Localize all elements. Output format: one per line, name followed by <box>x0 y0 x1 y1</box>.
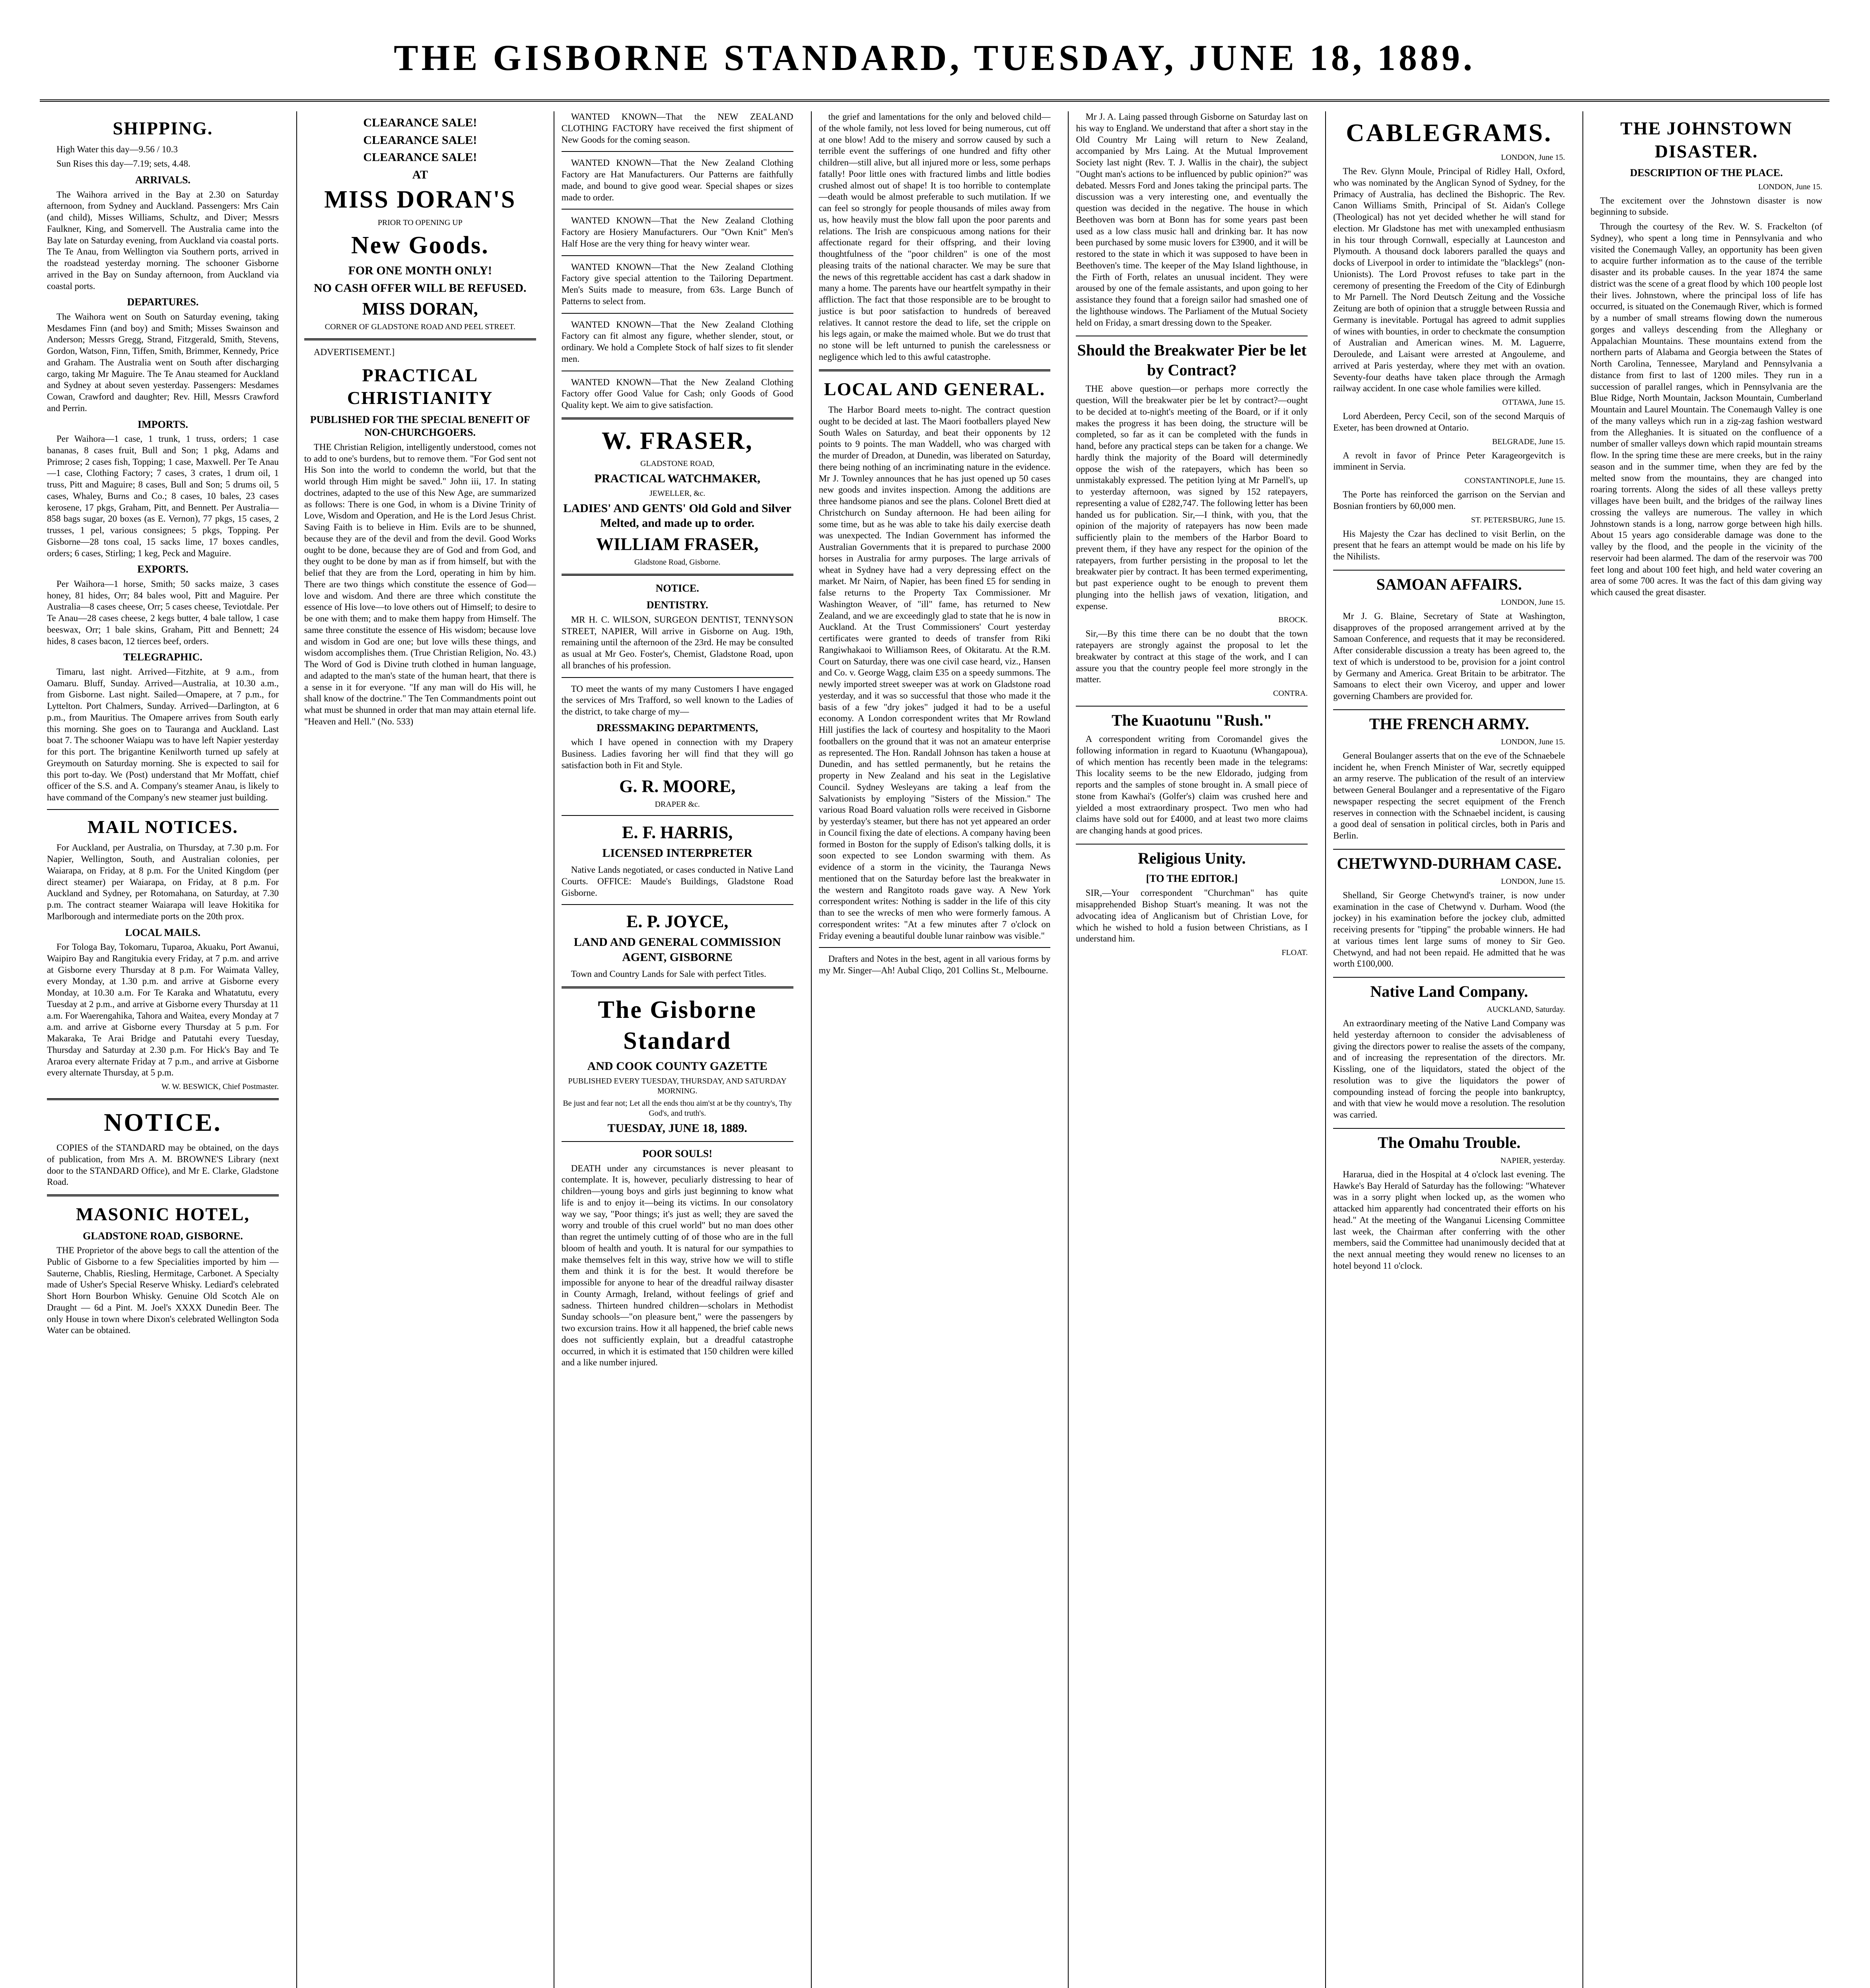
doran-address: CORNER OF GLADSTONE ROAD AND PEEL STREET. <box>325 322 515 331</box>
dateline: LONDON, June 15. <box>1758 182 1823 191</box>
omahu-heading: The Omahu Trouble. <box>1333 1128 1565 1153</box>
wanted-known-5: WANTED KNOWN—That the New Zealand Clothing Factory can fit almost any figure, whether slender, stout, or ordinary. We hold a Complete Stock of half sizes to fit slender men. <box>561 319 793 364</box>
cable-text: The Porte has reinforced the garrison on the Servian and Bosnian frontiers by 60,000 men. <box>1333 489 1565 511</box>
dateline: CONSTANTINOPLE, June 15. <box>1464 476 1565 485</box>
moore-name: G. R. MOORE, <box>619 776 736 796</box>
telegraphic-heading: TELEGRAPHIC. <box>123 651 202 663</box>
french-army-heading: THE FRENCH ARMY. <box>1333 709 1565 734</box>
moore-trade: DRAPER &c. <box>655 800 700 809</box>
johnstown-text: Through the courtesy of the Rev. W. S. Frackelton (of Sydney), who spent a long time in Pennsylvania and who visited the Conemaugh Valley, an opportunity has been given to acquire further information as to the cause of the terrible disaster and its probable causes. In the year 1874 the same district was the scene of a great flood by which 100 people lost their lives. Johnstown, where the principal loss of life has occurred, is situated on the Conemaugh River, which is formed by a number of small streams flowing down the numerous gorges and valleys descending from the Alleghany or Appalachian Mountains. These mountains extend from the northern parts of Alabama and Georgia between the States of North Carolina, Tennessee, Maryland and Pennsylvania a distance from first to last of 1200 miles. They run in a succession of parallel ranges, which in Pennsylvania are the Blue Ridge, North Mountain, Jackson Mountain, Cumberland Mountain and Laurel Mountain. The Conemaugh Valley is one of the many valleys which run in a zig-zag fashion westward from the Alleghanies. It is situated on the confluence of a number of smaller valleys down which rapid mountain streams flow. In the spring time these are mere creeks, but in the rainy season and in the summer time, when they are fed by the melted snow from the mountains, they are changed into roaring torrents. Along the sides of all these valleys pretty villages have been built, and the bridges of the railway lines crossing the valleys are numerous. The valley in which Johnstown stands is a long, narrow gorge between high hills. About 15 years ago considerable damage was done to the valley by the flood, and the people in the vicinity of the reservoir had been alarmed. The dam of the reservoir was 700 feet long and about 100 feet high, and held water covering an area of some 700 acres. It was the fact of this dam giving way which caused the great disaster. <box>1590 221 1823 597</box>
column-6 <box>1325 111 1572 1988</box>
fraser-address-2: Gladstone Road, Gisborne. <box>634 557 721 567</box>
doran-name-2: MISS DORAN, <box>362 299 478 318</box>
divider <box>562 209 793 210</box>
moore-intro: TO meet the wants of my many Customers I have engaged the services of Mrs Trafford, so well known to the Ladies of the district, to take charge of my— <box>561 683 793 716</box>
poor-souls-text: DEATH under any circumstances is never pleasant to contemplate. It is, however, peculiarly distressing to hear of children—young boys and girls just beginning to know what life is and to enjoy it—being its victims. In our consolatory way we say, "Poor things; it's just as well; they are saved the worry and trouble of this cruel world" but no man does other than regret the untimely cutting of of those who are in the full bloom of health and youth. It is natural for our sympathies to make themselves felt in this way, strive how we will to stifle them and think it is for the best. It would therefore be impossible for anyone to hear of the dreadful railway disaster in County Armagh, Ireland, without feelings of grief and sadness. Thirteen hundred children—scholars in Methodist Sunday schools—"on pleasure bent," were the passengers by two excursion trains. How it all happened, the brief cable news does not sufficiently explain, but a dreadful catastrophe occurred, in which it is estimated that 150 children were killed and a like number injured. <box>561 1163 793 1368</box>
religious-sub: [TO THE EDITOR.] <box>1146 872 1238 884</box>
wanted-known-4: WANTED KNOWN—That the New Zealand Clothing Factory give special attention to the Tailoring Department. Men's Suits made to measure, from 63s. Large Bunch of Patterns to select from. <box>561 262 793 306</box>
harris-heading: LICENSED INTERPRETER <box>602 846 752 860</box>
fraser-watches: LADIES' AND GENTS' Old Gold and Silver Melted, and made up to order. <box>563 501 791 530</box>
harris-text: Native Lands negotiated, or cases conducted in Native Land Courts. OFFICE: Maude's Buildings, Gladstone Road Gisborne. <box>561 865 793 898</box>
kuaotunu-text: A correspondent writing from Coromandel gives the following information in regard to Kuaotunu (Whangapoua), of which mention has recently been made in the telegrams: This locality seems to be the new Eldorado, judging from reports and the samples of stone brought in. A small piece of stone from Kawhai's (Golfer's) claim was crushed here and yielded a most extraordinary prospect. Two men who had claims have sold out for £4000, and at least two more claims are changing hands at good prices. <box>1076 734 1308 835</box>
divider <box>562 986 793 988</box>
fraser-address: GLADSTONE ROAD, <box>640 459 715 468</box>
dateline: OTTAWA, June 15. <box>1502 398 1565 407</box>
divider <box>47 809 279 810</box>
joyce-advert <box>562 911 793 965</box>
cable-text: Lord Aberdeen, Percy Cecil, son of the second Marquis of Exeter, has been drowned at Ontario. <box>1333 411 1565 433</box>
local-mails-heading: LOCAL MAILS. <box>125 926 201 938</box>
exports-text: Per Waihora—1 horse, Smith; 50 sacks maize, 3 cases honey, 81 hides, Orr; 84 bales wool, Pitt and Maguire. Per Australia—8 cases cheese, Orr; 5 cases cheese, Teviotdale. Per Te Anau—28 cases cheese, 2 kegs butter, 4 bale tallow, 1 case beeswax, Orr; 1 bale skins, Graham, Pitt and Bennett; 24 hides, 8 cases bacon, 12 tierces beef, orders. <box>47 579 279 646</box>
column-1 <box>40 111 286 1988</box>
masonic-heading: MASONIC HOTEL, <box>76 1204 250 1224</box>
fraser-trade-2: JEWELLER, &c. <box>649 489 706 498</box>
divider <box>562 151 793 152</box>
religious-heading: Religious Unity. <box>1076 844 1308 868</box>
dateline: LONDON, June 15. <box>1501 877 1565 886</box>
column-7 <box>1582 111 1829 1988</box>
divider <box>562 677 793 678</box>
masonic-subheading: GLADSTONE ROAD, GISBORNE. <box>83 1230 243 1242</box>
divider <box>562 1141 793 1142</box>
fraser-heading: W. FRASER, <box>601 427 753 454</box>
johnstown-sub: DESCRIPTION OF THE PLACE. <box>1630 167 1783 179</box>
moore-advert <box>562 775 793 810</box>
dateline: ST. PETERSBURG, June 15. <box>1471 515 1565 524</box>
notice-text: COPIES of the STANDARD may be obtained, on the days of publication, from Mrs A. M. BROWNE'S Library (next door to the STANDARD Office), and Mr E. Clarke, Gladstone Road. <box>47 1143 279 1187</box>
joyce-text: Town and Country Lands for Sale with perfect Titles. <box>571 969 766 979</box>
dentistry-heading: DENTISTRY. <box>646 599 708 611</box>
postmaster: W. W. BESWICK, Chief Postmaster. <box>161 1082 279 1091</box>
clearance-sale-2: CLEARANCE SALE! <box>363 133 477 147</box>
breakwater-heading: Should the Breakwater Pier be let by Contract? <box>1076 336 1308 380</box>
clearance-sale-1: CLEARANCE SALE! <box>363 116 477 129</box>
mail-text: For Auckland, per Australia, on Thursday, at 7.30 p.m. For Napier, Wellington, South, and Australian colonies, per Waiarapa, on Friday, at 8 p.m. For the United Kingdom (per direct steamer) per Waiarapa, on Friday, at 8 p.m. For Auckland and Sydney, per Rotomahana, on Saturday, at 7.30 p.m. The contract steamer Waiarapa will leave Hokitika for Marlborough and intermediate ports on the 20th prox. <box>47 843 279 921</box>
dentist-text: MR H. C. WILSON, SURGEON DENTIST, TENNYSON STREET, NAPIER, Will arrive in Gisborne on Aug. 19th, remaining until the afternoon of the 23rd. He may be consulted as usual at Mr Geo. Foster's, Chemist, Gladstone Road, upon all branches of his profession. <box>561 614 793 670</box>
high-water: High Water this day—9.56 / 10.3 <box>56 144 178 154</box>
departures-heading: DEPARTURES. <box>127 296 199 308</box>
divider <box>562 313 793 314</box>
at-label: AT <box>412 168 428 181</box>
dateline: AUCKLAND, Saturday. <box>1487 1005 1565 1014</box>
practical-christianity-heading: PRACTICAL CHRISTIANITY <box>347 365 493 408</box>
fraser-advert <box>562 426 793 567</box>
divider <box>47 1194 279 1196</box>
dressmaking-heading: DRESSMAKING DEPARTMENTS, <box>597 722 758 734</box>
masthead <box>40 16 1829 102</box>
masonic-text: THE Proprietor of the above begs to call the attention of the Public of Gisborne to a few Specialities imported by him — Sauterne, Chablis, Riesling, Hermitage, Carbonet. A Specialty made of Usher's Special Reserve Whisky. Lediard's celebrated Short Horn Bourbon Whisky. Genuine Old Scotch Ale on Draught — 6d a Pint. M. Joel's XXXX Dunedin Beer. The only House in town where Dixon's celebrated Wellington Soda Water can be obtained. <box>47 1245 279 1336</box>
wanted-known-2: WANTED KNOWN—That the New Zealand Clothing Factory are Hat Manufacturers. Our Patterns are faithfully made, and bound to give good wear. Special shapes or sizes made to order. <box>561 158 793 202</box>
practical-christianity-text: THE Christian Religion, intelligently understood, comes not to add to one's burdens, but to remove them. "For God sent not His Son into the world to condemn the world, but that the world through Him might be saved." John iii, 17. In stating doctrines, adapted to the use of this New Age, are summarized as follows: There is one God, in whom is a Divine Trinity of Love, Wisdom and Operation, and He is the Lord Jesus Christ. Saving Faith is to believe in Him. Evils are to be shunned, because they are of the devil and from the devil. Good Works ought to be done, because they are of God and from God, and they ought to be done by man as if from himself, but with the belief that they are from the Lord, operating in him by him. There are two things which constitute the essence of God—love and wisdom. And there are three which constitute the essence of His love—to love others out of Himself; to desire to be one with them; and to make them happy from Himself. The same three constitute the essence of His wisdom; because love and wisdom in God are one; but love wills these things, and wisdom accomplishes them. (True Christian Religion, No. 43.) The Word of God is Divine truth clothed in human language, and adapted to the man's state of the human heart, that there is a sense in it for everyone. "If any man will do His will, he shall know of the doctrine." The Ten Commandments point out what must be shunned in order that man may attain eternal life. "Heaven and Hell." (No. 533) <box>304 442 536 726</box>
breakwater-letter-2: Sir,—By this time there can be no doubt that the town ratepayers are strongly against the proposal to let the breakwater by contract at this stage of the work, and I can assure you that the country people feel more strongly in the matter. <box>1076 629 1308 685</box>
divider <box>562 255 793 256</box>
paper-subtitle: AND COOK COUNTY GAZETTE <box>587 1060 768 1073</box>
imports-heading: IMPORTS. <box>137 418 188 430</box>
paper-motto: Be just and fear not; Let all the ends thou aim'st at be thy country's, Thy God's, and truth's. <box>563 1099 792 1118</box>
one-month: FOR ONE MONTH ONLY! <box>348 264 492 277</box>
paper-nameplate <box>562 995 793 1136</box>
local-general-text: The Harbor Board meets to-night. The contract question ought to be decided at last. The Maori footballers played New South Wales on Saturday, and beat their opponents by 12 points to 9 points. The man Waddell, who was charged with the murder of Dreadon, at Dunedin, was liberated on Saturday, there being nothing of an incriminating nature in the evidence. Mr J. Townley announces that he has just opened up 50 cases new goods and invites inspection. Among the additions are three handsome pianos and see the plans. Colonel Brett died at Christchurch on Sunday afternoon. He had been ailing for some time, but as he was able to take his daily exercise death was unexpected. The Indian Government has informed the Australian Governments that it is prepared to purchase 2000 horses in Australia for army purposes. The large arrivals of wheat in Sydney have had a very depressing effect on the market. Mr Nairn, of Napier, has been fined £5 for sending in false returns to the Property Tax Commissioner. Mr Washington Weaver, of "ill" fame, has returned to New Zealand, and we are exceedingly glad to state that he is now in Auckland. At the Trust Commissioners' Court yesterday certificates were granted to deeds of transfer from Riki Rangiwhakaoi to Williamson Rees, of Okitaratu. At the R.M. Court on Saturday, there was one civil case heard, viz., Hansen and Co. v. George Wagg, claim £35 on a speedy summons. The newly imported street sweeper was at work on Gladstone road yesterday, and it was so successful that those who made it the basis of a few "dry jokes" judged it had to be a useful economy. A London correspondent writes that Mr Rowland Hill justifies the lack of courtesy and hospitality to the Maori footballers on the ground that it was not an amateur enterprise as represented. The Hon. Randall Johnson has taken a house at Dunedin, and has settled permanently, but he retains the property in New Zealand and his seat in the Legislative Council. Sydney Wesleyans are taking a leaf from the Salvationists by employing "Sisters of the Mission." The various Road Board valuation rolls were received in Gisborne by yesterday's steamer, but there has not yet appeared an order in Council fixing the date of elections. A company having been formed in Boston for the supply of Edison's talking dolls, it is soon expected to see London swarming with them. As evidence of a storm in the vicinity, the Tauranga News mentioned that on the Saturday before last the breakwater in the western and Rangitoto roads gave way. A New York correspondent writes: Nothing is sadder in the life of this city than to see the wrecks of men who were formerly famous. A correspondent writes: "At a few minutes after 7 o'clock on Friday evening a beautiful double lunar rainbow was visible." <box>818 405 1051 941</box>
breakwater-text: THE above question—or perhaps more correctly the question, Will the breakwater pier be let by contract?—ought to be decided at to-night's meeting of the Board, or if it only makes the progress it has been doing, the structure will be completed, so far as it can be completed with the funds in hand, before any practical steps can be taken for a change. We hardly think the majority of the Board will determinedly oppose the wish of the ratepayers, which has been so unmistakably expressed. The petition lying at Mr Parnell's, up to yesterday afternoon, was signed by 152 ratepayers, representing a value of £282,747. The following letter has been handed us for publication. Sir,—I think, with you, that the opinion of the majority of ratepayers has now been made sufficiently plain to the members of the Harbor Board to prevent them, if they have any respect for the opinion of the ratepayers, from further persisting in the proposal to let the breakwater pier by contract. It has been termed experimenting, but past experience ought to be enough to prevent them plunging into the hellish jaws of vexation, litigation, and expense. <box>1076 384 1308 611</box>
exports-heading: EXPORTS. <box>137 563 189 575</box>
notice-heading: NOTICE. <box>104 1108 222 1136</box>
column-2 <box>296 111 543 1988</box>
wanted-known-1: WANTED KNOWN—That the NEW ZEALAND CLOTHING FACTORY have received the first shipment of New Goods for the coming season. <box>561 112 793 145</box>
omahu-text: Hararua, died in the Hospital at 4 o'clock last evening. The Hawke's Bay Herald of Saturday has the following: "Whatever was in a sorry plight when locked up, as the women who attacked him apparently had concentrated their efforts on his head." At the meeting of the Wanganui Licensing Committee last week, the Chairman after conferring with the other members, said the Committee had unanimously decided that at the next annual meeting they would renew no licenses to an hotel beyond 11 o'clock. <box>1333 1169 1565 1271</box>
religious-text: SIR,—Your correspondent "Churchman" has quite misapprehended Bishop Stuart's meaning. It was not the advocating idea of Anglicanism but of Christian Love, for which he wished to hold a fusion between Christians, as I understand him. <box>1076 888 1308 944</box>
doran-name: MISS DORAN'S <box>324 186 516 213</box>
samoan-text: Mr J. G. Blaine, Secretary of State at Washington, disapproves of the proposed arrangement arrived at by the Samoan Conference, and requests that it may be reconsidered. After considerable discussion a treaty has been agreed to, the text of which is understood to be, provision for a joint control by Germany and America. Great Britain to be arbitrator. The Samoans to elect their own Viceroy, and upper and lower governing Chambers are provided for. <box>1333 611 1565 701</box>
mail-heading: MAIL NOTICES. <box>87 816 238 837</box>
divider <box>562 815 793 816</box>
column-4 <box>811 111 1058 1988</box>
joyce-name: E. P. JOYCE, <box>626 912 729 932</box>
telegraphic-text: Timaru, last night. Arrived—Fitzhite, at 9 a.m., from Oamaru. Bluff, Sunday. Arrived—Australia, at 10.30 a.m., from Gisborne. Last night. Sailed—Omapere, at 7 p.m., for Lyttelton. Port Chalmers, Sunday. Arrived—Darlington, at 6 p.m., from Mauritius. The Omapere arrives from South early this morning. She goes on to Tauranga and Auckland. Last boat 7. The schooner Waiapu was to have left Napier yesterday for this port. The brigantine Kenilworth turned up safely at Greymouth on Saturday morning. She is expected to sail for this port to-day. We (Post) understand that Mr Moffatt, chief officer of the S.S. and A. Company's steamer Anau, is likely to have command of the Company's new steamer just building. <box>47 666 279 802</box>
no-cash: NO CASH OFFER WILL BE REFUSED. <box>314 281 527 295</box>
cable-text: The Rev. Glynn Moule, Principal of Ridley Hall, Oxford, who was nominated by the Anglican Synod of Sydney, for the Primacy of Australia, has declined the Bishopric. The Rev. Canon Williams Smith, Principal of St. Aidan's College (Theological) has not yet decided whether he will stand for election. Mr Gladstone has met with unexampled enthusiasm in his tour through Cornwall, especially at Launceston and Plymouth. A thousand dock laborers paralled the quays and docks of Liverpool in order to intimidate the "blacklegs" (non-Unionists). The Lord Provost refuses to take part in the ceremony of presenting the Freedom of the City of Edinburgh to Mr Parnell. The Nord Deutsch Zeitung and the Vossiche Zeitung are both of opinion that a struggle between Russia and Germany is inevitable. Portugal has agreed to admit supplies of wines with bounties, in order to checkmate the consumption of Australian and American wines. M. M. Laguerre, Deroulede, and Laisant were arrested at Angouleme, and arrived at Paris yesterday, where they met with an ovation. Seventy-four deaths have taken place through the Armagh railway accident. In one case whole families were killed. <box>1333 166 1565 394</box>
cablegrams-heading: CABLEGRAMS. <box>1346 118 1553 147</box>
johnstown-heading: THE JOHNSTOWN DISASTER. <box>1620 118 1793 161</box>
french-army-text: General Boulanger asserts that on the eve of the Schnaebele incident he, when French Minister of War, secretly equipped an army reserve. The publication of the result of an interview between General Boulanger and a representative of the Figaro newspaper respecting the secret equipment of the French reserves in connection with the Schnaebel incident, is causing a good deal of sensation in political circles, both in Paris and Berlin. <box>1333 750 1565 841</box>
moore-text: which I have opened in connection with my Drapery Business. Ladies favoring her will find that they will go satisfaction both in Fit and Style. <box>561 737 793 770</box>
local-mails-text: For Tologa Bay, Tokomaru, Tuparoa, Akuaku, Port Awanui, Waipiro Bay and Rangitukia every Friday, at 7 p.m. and arrive at Gisborne every Thursday at 8 p.m. For Waimata Valley, every Monday, at 1.30 p.m. and arrive at Gisborne every Monday, at 10.30 a.m. For Te Karaka and Whatatutu, every Tuesday at 2 p.m., and arrive at Gisborne every Thursday at 11 a.m. For Waerengahika, Tahora and Waitea, every Monday at 7 a.m. and arrive at Gisborne every Thursday at 5 p.m. For Makaraka, Te Arai Bridge and Patutahi every Tuesday, Thursday and Saturday at 2.30 p.m. For Hick's Bay and Te Araroa every alternate Friday at 7 p.m., and arrive at Gisborne every alternate Thursday, at 5 p.m. <box>47 942 279 1078</box>
advertisement-label: ADVERTISEMENT.] <box>313 347 395 357</box>
paper-title: The Gisborne Standard <box>598 996 757 1054</box>
divider <box>562 904 793 905</box>
dateline: NAPIER, yesterday. <box>1500 1156 1565 1165</box>
breakwater-signed-2: CONTRA. <box>1273 689 1308 698</box>
divider <box>819 947 1051 948</box>
poor-souls-heading: POOR SOULS! <box>642 1148 712 1159</box>
dateline: LONDON, June 15. <box>1501 737 1565 746</box>
chetwynd-text: Shelland, Sir George Chetwynd's trainer, is now under examination in the case of Chetwynd v. Durham. Wood (the jockey) in his examination before the jockey club, admitted receiving presents for "tipping" the probable winners. He had at various times lent large sums of money to Sir Geo. Chetwynd, and had not been repaid. He admitted that he was worth £100,000. <box>1333 890 1565 969</box>
native-land-heading: Native Land Company. <box>1333 977 1565 1002</box>
wanted-known-3: WANTED KNOWN—That the New Zealand Clothing Factory are Hosiery Manufacturers. Our "Own Knit" Men's Half Hose are the very thing for heavy winter wear. <box>561 215 793 248</box>
harris-advert <box>562 821 793 861</box>
cable-text: A revolt in favor of Prince Peter Karageorgevitch is imminent in Servia. <box>1333 450 1565 472</box>
divider <box>47 1098 279 1100</box>
dateline: LONDON, June 15. <box>1501 153 1565 162</box>
notice-heading: NOTICE. <box>655 582 699 594</box>
local-general-heading: LOCAL AND GENERAL. <box>824 379 1046 399</box>
fraser-name: WILLIAM FRASER, <box>596 534 759 554</box>
column-3 <box>554 111 801 1988</box>
new-goods: New Goods. <box>351 231 489 259</box>
column-5 <box>1068 111 1315 1988</box>
divider <box>562 574 793 576</box>
column-footer: Drafters and Notes in the best, agent in all various forms by my Mr. Singer—Ah! Aubal Cliqo, 201 Collins St., Melbourne. <box>818 954 1051 975</box>
joyce-heading: LAND AND GENERAL COMMISSION AGENT, GISBORNE <box>573 936 781 964</box>
practical-christianity-sub: PUBLISHED FOR THE SPECIAL BENEFIT OF NON-CHURCHGOERS. <box>310 414 530 439</box>
native-land-text: An extraordinary meeting of the Native Land Company was held yesterday afternoon to consider the advisableness of giving the directors power to realise the assets of the company, and of increasing the representation of the directors. Mr. Kissling, one of the liquidators, stated the object of the resolution was to give the liquidators the power of compounding instead of forcing the people into bankruptcy, and with that view he would move a resolution. The resolution was carried. <box>1333 1018 1565 1120</box>
breakwater-signed: BROCK. <box>1278 615 1308 625</box>
divider <box>562 417 793 419</box>
editorial-continued: the grief and lamentations for the only and beloved child—of the whole family, not less loved for being numerous, cut off at one blow! Add to the misery and sorrow caused by such a terrible event the sufferings of one hundred and fifty other children—still alive, but all injured more or less, some perhaps fatally! Poor little ones with fractured limbs and little bodies crushed almost out of shape! It is too horrible to contemplate—death would be almost preferable to such mutilation. If we can feel so strongly for people thousands of miles away from us, how heavily must the blow fall upon the poor parents and relations. The Irish are conspicuous among nations for their affectionate regard for their offspring, and their loving thoughtfulness of the "poor children" is one of the most pleasing traits of the national character. We may be sure that the news of this regrettable accident has cast a dark shadow in many a home. The parents have our heartfelt sympathy in their affliction. The fact that those responsible are to be brought to justice is but poor satisfaction to hundreds of bereaved relatives. It cannot restore the dead to life, set the cripple on his legs again, or make the maimed whole. But we do trust that no stone will be left unturned to punish the carelessness or negligence which led to this awful catastrophe. <box>818 112 1051 362</box>
johnstown-intro: The excitement over the Johnstown disaster is now beginning to subside. <box>1590 195 1823 217</box>
columns <box>40 111 1829 1988</box>
departures-text: The Waihora went on South on Saturday evening, taking Mesdames Finn (and boy) and Smith; Misses Swainson and Anderson; Messrs Gregg, Strand, Fitzgerald, Smith, Stevens, Gordon, Watson, Finn, Tiffen, Smith, Brimmer, Kennedy, Price and Graham. The Australia went on South after discharging cargo, taking Mr Maguire. The Te Anau steamed for Auckland and Sydney at about seven yesterday. Passengers: Mesdames Cowan, Crawford and daughter; Rev. Hill, Messrs Crawford and Perrin. <box>47 311 279 413</box>
imports-text: Per Waihora—1 case, 1 trunk, 1 truss, orders; 1 case bananas, 8 cases fruit, Bull and Son; 1 pkg, Adams and Primrose; 2 cases fish, Topping; 1 case, Maxwell. Per Te Anau—1 case, Clothing Factory; 7 cases, 3 crates, 1 drum oil, 1 truss, Pitt and Maguire; 8 cases, Bull and Son; 5 drums oil, 5 cases, Whaley, Burns and Co.; 8 cases, 10 bales, 23 cases kerosene, 17 pkgs, Graham, Pitt, and Bennett. Per Australia—858 bags sugar, 20 boxes (as E. Vernon), 77 pkgs, 15 cases, 2 trusses, 1 pel, various consignees; 5 pkgs, Topping. Per Gisborne—28 tons coal, 15 sacks lime, 17 boxes candles, orders; 6 cases, Stirling; 1 keg, Peck and Maguire. <box>47 434 279 558</box>
religious-signed: FLOAT. <box>1281 948 1308 957</box>
doran-advert <box>304 115 536 332</box>
cable-text: His Majesty the Czar has declined to visit Berlin, on the present that he fears an attempt would be made on his life by the Nihilists. <box>1333 528 1565 561</box>
shipping-heading: SHIPPING. <box>113 118 213 138</box>
fraser-trade: PRACTICAL WATCHMAKER, <box>594 472 760 485</box>
chetwynd-heading: CHETWYND-DURHAM CASE. <box>1333 849 1565 874</box>
masthead-title: THE GISBORNE STANDARD, TUESDAY, JUNE 18, 1889. <box>394 37 1475 78</box>
wanted-known-6: WANTED KNOWN—That the New Zealand Clothing Factory offer Good Value for Cash; only Goods of Good Quality kept. We aim to give satisfaction. <box>561 377 793 410</box>
paper-publication: PUBLISHED EVERY TUESDAY, THURSDAY, AND SATURDAY MORNING. <box>568 1076 787 1095</box>
dateline: BELGRADE, June 15. <box>1492 437 1565 446</box>
news-text: Mr J. A. Laing passed through Gisborne on Saturday last on his way to England. We understand that after a short stay in the Old Country Mr Laing will return to New Zealand, accompanied by Mrs Laing. At the Mutual Improvement Society last night (Rev. T. J. Wallis in the chair), the subject "Ought man's actions to be influenced by public opinion?" was debated. Messrs Ford and Jones taking the principal parts. The discussion was a very interesting one, and eventually the question was decided in the negative. The house in which Beethoven was born at Bonn has for some years past been used as a low class music hall and drinking bar. It has now been purchased by some music lovers for £3900, and it will be restored to the state in which it was supposed to have been in Beethoven's time. The keeper of the May Island lighthouse, in the Firth of Forth, relates an unusual incident. They were aroused by one of the female assistants, and upon going to her assistance they found that a foreign sailor had smashed one of the lighthouse windows. The Parliament of the Mutual Society held on Friday, a smart dressing down to the Speaker. <box>1076 112 1308 328</box>
prior-label: PRIOR TO OPENING UP <box>377 218 463 227</box>
kuaotunu-heading: The Kuaotunu "Rush." <box>1076 706 1308 730</box>
arrivals-text: The Waihora arrived in the Bay at 2.30 on Saturday afternoon, from Sydney and Auckland. Passengers: Mrs Cain (and child), Misses Williams, Schultz, and Diver; Messrs Faulkner, King, and Somervell. The Australia came into the Bay late on Saturday evening, from Auckland via coastal ports. The Te Anau, from Wellington via Southern ports, arrived in the roadstead yesterday morning. The schooner Gisborne arrived in the Bay on Sunday afternoon, from Auckland via coastal ports. <box>47 189 279 291</box>
divider <box>304 338 536 340</box>
sun-times: Sun Rises this day—7.19; sets, 4.48. <box>56 159 190 169</box>
harris-name: E. F. HARRIS, <box>622 822 733 842</box>
arrivals-heading: ARRIVALS. <box>135 174 190 186</box>
paper-date: TUESDAY, JUNE 18, 1889. <box>607 1121 747 1135</box>
clearance-sale-3: CLEARANCE SALE! <box>363 151 477 164</box>
samoan-heading: SAMOAN AFFAIRS. <box>1333 570 1565 594</box>
divider <box>819 369 1051 371</box>
dateline: LONDON, June 15. <box>1501 598 1565 607</box>
